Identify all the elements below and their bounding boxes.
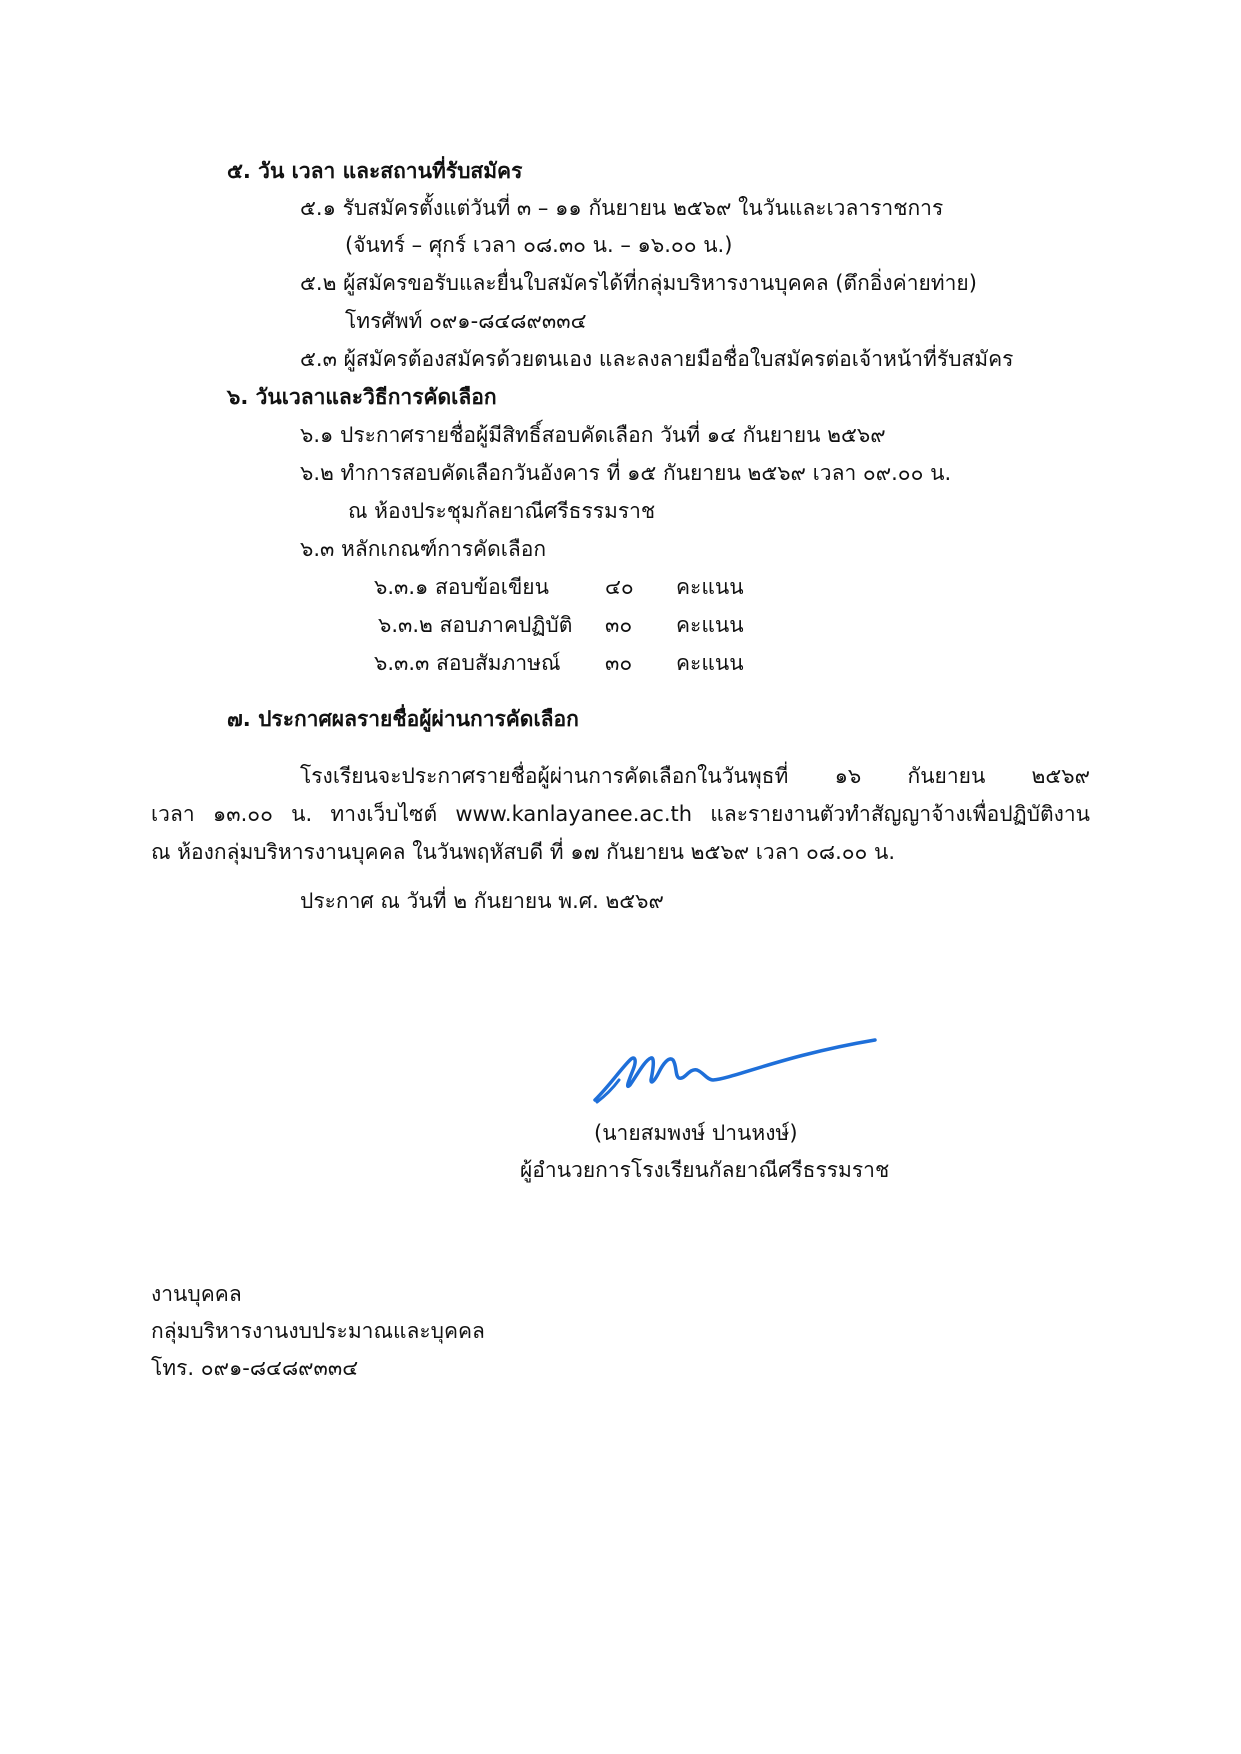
section-5-2-line-2: โทรศัพท์ ๐๙๑-๘๔๘๙๓๓๔ xyxy=(345,309,587,333)
announcement-date: ประกาศ ณ วันที่ ๒ กันยายน พ.ศ. ๒๕๖๙ xyxy=(300,889,664,913)
section-5-1-line-2: (จันทร์ – ศุกร์ เวลา ๐๘.๓๐ น. – ๑๖.๐๐ น.) xyxy=(345,233,733,257)
section-5-2-line-1: ๕.๒ ผู้สมัครขอรับและยื่นใบสมัครได้ที่กลุ่มบริหารงานบุคคล (ตึกอิ่งค่ายท่าย) xyxy=(300,271,977,295)
section-6-1: ๖.๑ ประกาศรายชื่อผู้มีสิทธิ์สอบคัดเลือก วันที่ ๑๔ กันยายน ๒๕๖๙ xyxy=(300,423,886,447)
section-7-paragraph-line-3: ณ ห้องกลุ่มบริหารงานบุคคล ในวันพฤหัสบดี ที่ ๑๗ กันยายน ๒๕๖๙ เวลา ๐๘.๐๐ น. xyxy=(151,840,896,864)
section-5-heading: ๕. วัน เวลา และสถานที่รับสมัคร xyxy=(227,159,523,183)
criteria-score: ๔๐ xyxy=(605,575,634,599)
section-7-heading: ๗. ประกาศผลรายชื่อผู้ผ่านการคัดเลือก xyxy=(227,707,579,731)
criteria-row xyxy=(0,610,1241,640)
section-7-paragraph-line-1: โรงเรียนจะประกาศรายชื่อผู้ผ่านการคัดเลือกในวันพุธที่ ๑๖ กันยายน ๒๕๖๙ xyxy=(300,764,1090,788)
criteria-score: ๓๐ xyxy=(605,651,633,675)
section-7-paragraph-line-2: เวลา ๑๓.๐๐ น. ทางเว็บไซต์ www.kanlayanee.ac.th และรายงานตัวทำสัญญาจ้างเพื่อปฏิบัติงาน xyxy=(151,802,1090,826)
criteria-row xyxy=(0,648,1241,678)
section-6-3: ๖.๓ หลักเกณฑ์การคัดเลือก xyxy=(300,537,547,561)
criteria-unit: คะแนน xyxy=(676,575,744,599)
signatory-position: ผู้อำนวยการโรงเรียนกัลยาณีศรีธรรมราช xyxy=(520,1158,890,1182)
signatory-name: (นายสมพงษ์ ปานหงษ์) xyxy=(594,1121,798,1145)
criteria-label: ๖.๓.๑ สอบข้อเขียน xyxy=(374,575,549,599)
criteria-label: ๖.๓.๒ สอบภาคปฏิบัติ xyxy=(378,613,573,637)
section-6-heading: ๖. วันเวลาและวิธีการคัดเลือก xyxy=(227,385,497,409)
section-5-3-line-1: ๕.๓ ผู้สมัครต้องสมัครด้วยตนเอง และลงลายมือชื่อใบสมัครต่อเจ้าหน้าที่รับสมัคร xyxy=(300,347,1014,371)
criteria-row xyxy=(0,572,1241,602)
footer-phone: โทร. ๐๙๑-๘๔๘๙๓๓๔ xyxy=(151,1356,359,1380)
criteria-label: ๖.๓.๓ สอบสัมภาษณ์ xyxy=(374,651,561,675)
footer-department: งานบุคคล xyxy=(151,1282,242,1306)
section-5-1-line-1: ๕.๑ รับสมัครตั้งแต่วันที่ ๓ – ๑๑ กันยายน ๒๕๖๙ ในวันและเวลาราชการ xyxy=(300,196,944,220)
criteria-score: ๓๐ xyxy=(605,613,633,637)
criteria-unit: คะแนน xyxy=(676,613,744,637)
signature-image xyxy=(585,1030,885,1130)
section-6-2-line-1: ๖.๒ ทำการสอบคัดเลือกวันอังคาร ที่ ๑๕ กันยายน ๒๕๖๙ เวลา ๐๙.๐๐ น. xyxy=(300,461,952,485)
section-6-2-line-2: ณ ห้องประชุมกัลยาณีศรีธรรมราช xyxy=(348,499,656,523)
footer-group: กลุ่มบริหารงานงบประมาณและบุคคล xyxy=(151,1319,485,1343)
criteria-unit: คะแนน xyxy=(676,651,744,675)
